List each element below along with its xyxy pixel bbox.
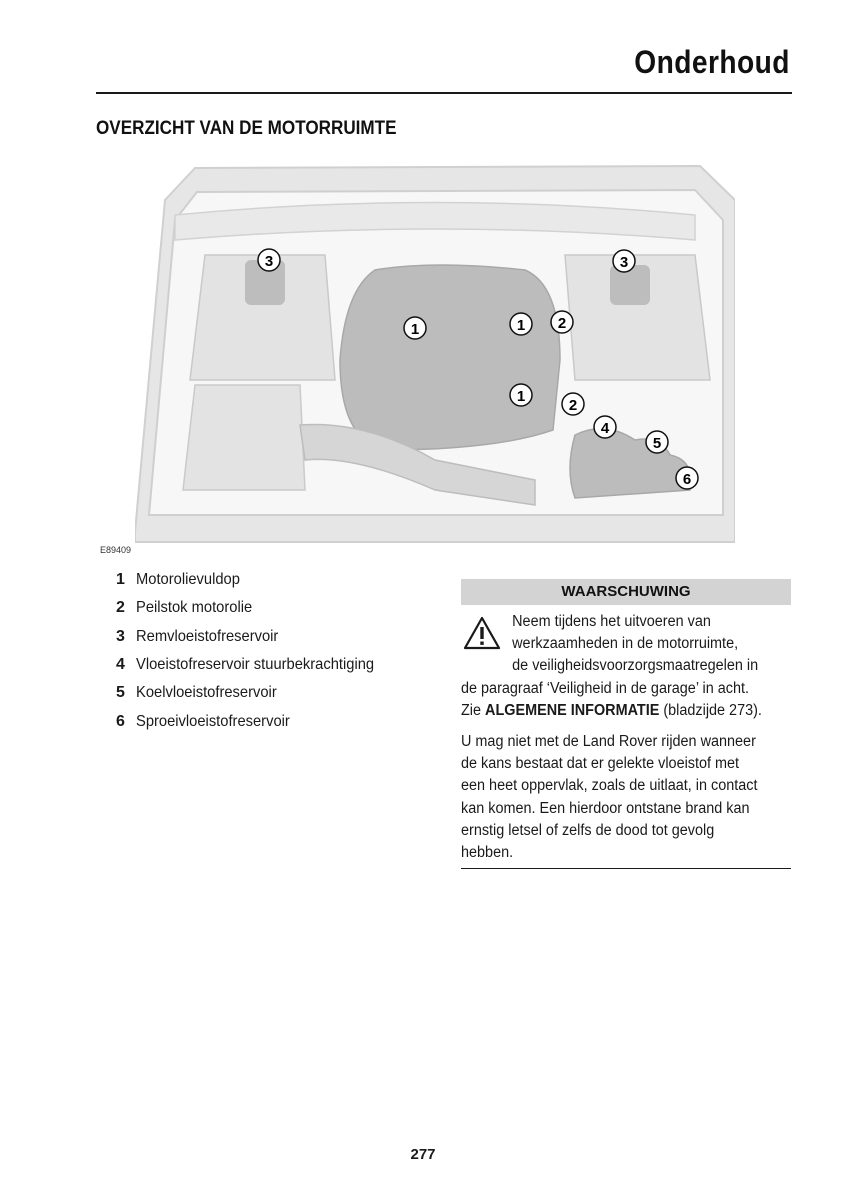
callout-2-b-label: 2 bbox=[568, 397, 578, 414]
warning-line: hebben. bbox=[461, 844, 514, 862]
list-item bbox=[116, 679, 436, 707]
warning-box bbox=[461, 579, 791, 869]
warning-line: een heet oppervlak, zoals de uitlaat, in contact bbox=[461, 777, 758, 795]
page-title: Onderhoud bbox=[634, 44, 790, 80]
legend-number: 6 bbox=[116, 712, 125, 730]
list-item bbox=[116, 651, 436, 679]
warning-title: WAARSCHUWING bbox=[461, 579, 791, 605]
legend-label: Motorolievuldop bbox=[136, 571, 240, 589]
warning-line: ernstig letsel of zelfs de dood tot gevolg bbox=[461, 821, 715, 839]
legend-label: Peilstok motorolie bbox=[136, 599, 253, 617]
warning-body bbox=[461, 611, 791, 722]
legend-label: Remvloeistofreservoir bbox=[136, 627, 279, 645]
callout-3-left bbox=[258, 249, 280, 271]
engine-bay-illustration bbox=[135, 160, 735, 550]
callout-4-label: 4 bbox=[600, 420, 610, 437]
callout-1-a bbox=[404, 317, 426, 339]
list-item bbox=[116, 594, 436, 622]
legend-label: Vloeistofreservoir stuurbekrachtiging bbox=[136, 656, 375, 674]
callout-3-right bbox=[613, 250, 635, 272]
callout-1-c bbox=[510, 384, 532, 406]
warning-reference bbox=[461, 700, 768, 722]
reference-suffix: (bladzijde 273). bbox=[659, 701, 762, 719]
callout-1-c-label: 1 bbox=[516, 388, 526, 405]
legend-number: 3 bbox=[116, 627, 125, 645]
warning-line: Neem tijdens het uitvoeren van bbox=[512, 613, 711, 630]
callout-4 bbox=[594, 416, 616, 438]
warning-paragraph bbox=[461, 731, 791, 864]
section-heading: OVERZICHT VAN DE MOTORRUIMTE bbox=[96, 118, 397, 139]
list-item bbox=[116, 566, 436, 594]
legend-number: 1 bbox=[116, 571, 125, 589]
callout-3-right-label: 3 bbox=[619, 254, 629, 271]
engine-cover bbox=[340, 265, 560, 450]
warning-line: werkzaamheden in de motorruimte, bbox=[512, 635, 739, 653]
legend-number: 2 bbox=[116, 599, 125, 617]
callout-6 bbox=[676, 467, 698, 489]
warning-line: kan komen. Een hierdoor ontstane brand kan bbox=[461, 799, 750, 817]
legend-number: 5 bbox=[116, 684, 125, 702]
callout-1-a-label: 1 bbox=[410, 321, 420, 338]
title-rule bbox=[96, 92, 792, 94]
list-item bbox=[116, 707, 436, 735]
reference-link-text: ALGEMENE INFORMATIE bbox=[485, 701, 660, 719]
callout-2-a-label: 2 bbox=[557, 315, 567, 332]
warning-line: U mag niet met de Land Rover rijden wanneer bbox=[461, 733, 756, 751]
warning-line: de veiligheidsvoorzorgsmaatregelen in bbox=[512, 657, 759, 675]
callout-1-b bbox=[510, 313, 532, 335]
callout-5 bbox=[646, 431, 668, 453]
legend-label: Koelvloeistofreservoir bbox=[136, 684, 277, 702]
reference-prefix: Zie bbox=[461, 701, 486, 719]
legend-list bbox=[116, 566, 436, 736]
warning-line: de kans bestaat dat er gelekte vloeistof met bbox=[461, 755, 740, 773]
callout-2-b bbox=[562, 393, 584, 415]
legend-label: Sproeivloeistofreservoir bbox=[136, 712, 290, 730]
warning-line: de paragraaf ‘Veiligheid in de garage’ in acht. bbox=[461, 679, 749, 697]
page-number: 277 bbox=[410, 1146, 436, 1163]
legend-number: 4 bbox=[116, 656, 125, 674]
figure-code: E89409 bbox=[100, 545, 132, 555]
callout-2-a bbox=[551, 311, 573, 333]
callout-1-b-label: 1 bbox=[516, 317, 526, 334]
callout-3-left-label: 3 bbox=[264, 253, 274, 270]
list-item bbox=[116, 623, 436, 651]
callout-6-label: 6 bbox=[682, 471, 692, 488]
warning-bottom-rule bbox=[461, 868, 791, 869]
callout-5-label: 5 bbox=[652, 435, 662, 452]
